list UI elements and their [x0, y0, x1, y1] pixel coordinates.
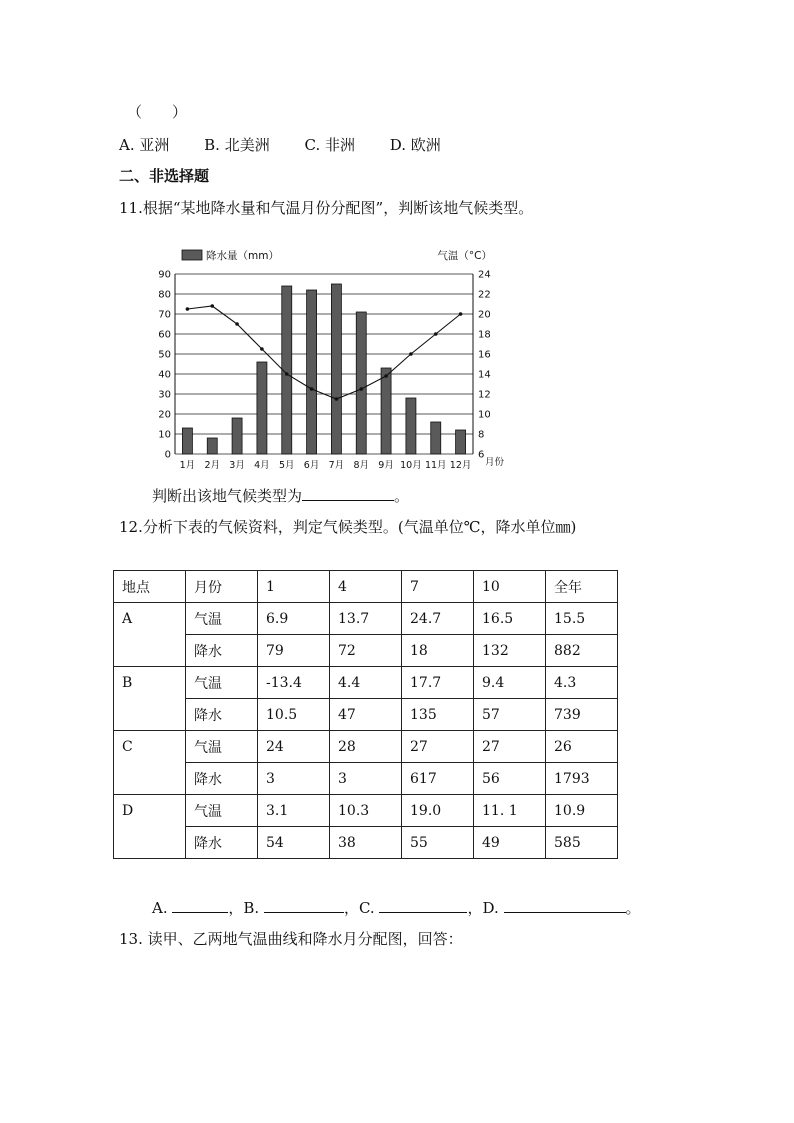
table-cell: 739 — [546, 699, 618, 731]
table-cell: 1793 — [546, 763, 618, 795]
location-cell: B — [114, 667, 186, 731]
table-cell: 3.1 — [258, 795, 330, 827]
month-label: 8月 — [353, 460, 370, 471]
table-row — [114, 763, 618, 795]
table-row — [114, 667, 618, 699]
table-cell: -13.4 — [258, 667, 330, 699]
table-cell: 9.4 — [474, 667, 546, 699]
temperature-point — [459, 312, 463, 316]
table-cell: 56 — [474, 763, 546, 795]
precip-bar — [207, 438, 217, 454]
precip-bar — [232, 418, 242, 454]
answer-blank-c[interactable] — [379, 898, 467, 913]
table-cell: 79 — [258, 635, 330, 667]
table-cell: 17.7 — [402, 667, 474, 699]
location-cell: C — [114, 731, 186, 795]
table-cell: 4.3 — [546, 667, 618, 699]
table-cell: 882 — [546, 635, 618, 667]
table-row — [114, 603, 618, 635]
answer-blank-b[interactable] — [264, 898, 344, 913]
table-row — [114, 699, 618, 731]
precip-tick-label: 20 — [158, 409, 171, 421]
precip-bar — [431, 422, 441, 454]
table-cell: 13.7 — [330, 603, 402, 635]
table-cell: 4.4 — [330, 667, 402, 699]
location-cell: A — [114, 603, 186, 667]
table-cell: 18 — [402, 635, 474, 667]
header-cell: 7 — [402, 571, 474, 603]
table-cell: 10.5 — [258, 699, 330, 731]
precip-tick-label: 50 — [158, 349, 171, 361]
table-cell: 135 — [402, 699, 474, 731]
temperature-point — [210, 304, 214, 308]
month-label: 5月 — [278, 460, 295, 471]
temperature-point — [359, 387, 363, 391]
table-cell: 10.9 — [546, 795, 618, 827]
precip-tick-label: 80 — [158, 289, 171, 301]
legend-swatch — [182, 250, 202, 260]
precip-tick-label: 60 — [158, 329, 171, 341]
table-cell: 降水 — [186, 827, 258, 859]
answer-blank-a[interactable] — [172, 898, 228, 913]
table-cell: 3 — [258, 763, 330, 795]
table-row — [114, 827, 618, 859]
table-row — [114, 731, 618, 763]
table-cell: 617 — [402, 763, 474, 795]
month-label: 1月 — [179, 460, 196, 471]
temperature-line — [187, 306, 460, 399]
temperature-point — [335, 397, 339, 401]
precip-tick-label: 0 — [164, 449, 171, 461]
answer-label-d: ，D. — [467, 899, 499, 917]
temp-tick-label: 22 — [478, 289, 491, 301]
temp-tick-label: 12 — [478, 389, 491, 401]
table-cell: 72 — [330, 635, 402, 667]
option-d[interactable]: D. 欧洲 — [389, 136, 441, 154]
precip-bar — [307, 290, 317, 454]
table-cell: 16.5 — [474, 603, 546, 635]
table-cell: 54 — [258, 827, 330, 859]
q11-answer-blank[interactable] — [302, 486, 394, 501]
x-axis-unit: 月份 — [485, 457, 505, 468]
table-cell: 55 — [402, 827, 474, 859]
temperature-point — [186, 307, 190, 311]
month-label: 7月 — [328, 460, 345, 471]
q10-answer-paren: （ ） — [127, 103, 188, 121]
table-cell: 26 — [546, 731, 618, 763]
temperature-point — [285, 372, 289, 376]
month-label: 6月 — [303, 460, 320, 471]
precip-tick-label: 90 — [158, 269, 171, 281]
q12-answer-line — [152, 897, 641, 918]
temperature-point — [409, 352, 413, 356]
option-c[interactable]: C. 非洲 — [304, 136, 355, 154]
temp-tick-label: 6 — [478, 449, 485, 461]
temperature-point — [310, 387, 314, 391]
precip-bar — [456, 430, 466, 454]
table-cell: 降水 — [186, 635, 258, 667]
climate-chart — [150, 242, 510, 477]
option-b[interactable]: B. 北美洲 — [204, 136, 270, 154]
location-cell: D — [114, 795, 186, 859]
precip-tick-label: 30 — [158, 389, 171, 401]
temperature-point — [260, 347, 264, 351]
precip-tick-label: 10 — [158, 429, 171, 441]
option-a[interactable]: A. 亚洲 — [119, 136, 170, 154]
temp-tick-label: 24 — [478, 269, 491, 281]
header-cell: 4 — [330, 571, 402, 603]
month-label: 2月 — [204, 460, 221, 471]
month-label: 4月 — [254, 460, 270, 471]
table-cell: 降水 — [186, 699, 258, 731]
table-cell: 11. 1 — [474, 795, 546, 827]
table-cell: 28 — [330, 731, 402, 763]
section-title: 二、非选择题 — [119, 167, 210, 185]
table-cell: 27 — [474, 731, 546, 763]
table-cell: 气温 — [186, 603, 258, 635]
table-cell: 24.7 — [402, 603, 474, 635]
table-cell: 19.0 — [402, 795, 474, 827]
month-label: 3月 — [229, 460, 245, 471]
temperature-point — [384, 374, 388, 378]
temperature-point — [434, 332, 438, 336]
header-cell: 月份 — [186, 571, 258, 603]
table-cell: 47 — [330, 699, 402, 731]
precip-bar — [406, 398, 416, 454]
precip-bar — [182, 428, 192, 454]
q10-options — [119, 134, 471, 155]
answer-label-c: ，C. — [343, 899, 375, 917]
table-cell: 6.9 — [258, 603, 330, 635]
table-cell: 585 — [546, 827, 618, 859]
table-row — [114, 795, 618, 827]
table-cell: 27 — [402, 731, 474, 763]
answer-end: 。 — [625, 899, 641, 917]
table-cell: 气温 — [186, 795, 258, 827]
table-cell: 24 — [258, 731, 330, 763]
table-cell: 气温 — [186, 667, 258, 699]
right-axis-label: 气温（°C） — [437, 250, 492, 262]
temp-tick-label: 20 — [478, 309, 491, 321]
table-cell: 49 — [474, 827, 546, 859]
temp-tick-label: 14 — [478, 369, 491, 381]
month-label: 12月 — [449, 460, 472, 471]
table-cell: 10.3 — [330, 795, 402, 827]
precip-bar — [257, 362, 267, 454]
header-cell: 1 — [258, 571, 330, 603]
answer-label-b: ，B. — [228, 899, 260, 917]
q12-prompt: 12.分析下表的气候资料，判定气候类型。(气温单位℃，降水单位㎜) — [119, 518, 577, 536]
month-label: 9月 — [378, 460, 394, 471]
legend-label: 降水量（mm） — [206, 250, 279, 262]
header-cell: 地点 — [114, 571, 186, 603]
table-cell: 38 — [330, 827, 402, 859]
table-header-row — [114, 571, 618, 603]
precip-tick-label: 40 — [158, 369, 171, 381]
table-cell: 57 — [474, 699, 546, 731]
month-label: 10月 — [400, 460, 422, 471]
answer-label-a: A. — [152, 899, 168, 917]
q11-prompt: 11.根据“某地降水量和气温月份分配图”，判断该地气候类型。 — [119, 199, 534, 217]
header-cell: 全年 — [546, 571, 618, 603]
temp-tick-label: 16 — [478, 349, 491, 361]
q13-prompt: 13. 读甲、乙两地气温曲线和降水月分配图，回答： — [119, 930, 463, 948]
month-label: 11月 — [424, 460, 447, 471]
precip-bar — [331, 284, 341, 454]
answer-blank-d[interactable] — [504, 898, 626, 913]
precip-bar — [381, 368, 391, 454]
table-cell: 降水 — [186, 763, 258, 795]
q11-answer-line — [152, 485, 409, 506]
table-cell: 气温 — [186, 731, 258, 763]
temp-tick-label: 8 — [478, 429, 485, 441]
header-cell: 10 — [474, 571, 546, 603]
table-cell: 15.5 — [546, 603, 618, 635]
table-row — [114, 635, 618, 667]
table-cell: 132 — [474, 635, 546, 667]
q11-answer-suffix: 。 — [394, 487, 410, 505]
q11-answer-prefix: 判断出该地气候类型为 — [152, 487, 303, 505]
temp-tick-label: 10 — [478, 409, 491, 421]
temperature-point — [235, 322, 239, 326]
table-cell: 3 — [330, 763, 402, 795]
precip-bar — [356, 312, 366, 454]
temp-tick-label: 18 — [478, 329, 491, 341]
precip-tick-label: 70 — [158, 309, 171, 321]
climate-table — [113, 570, 618, 859]
